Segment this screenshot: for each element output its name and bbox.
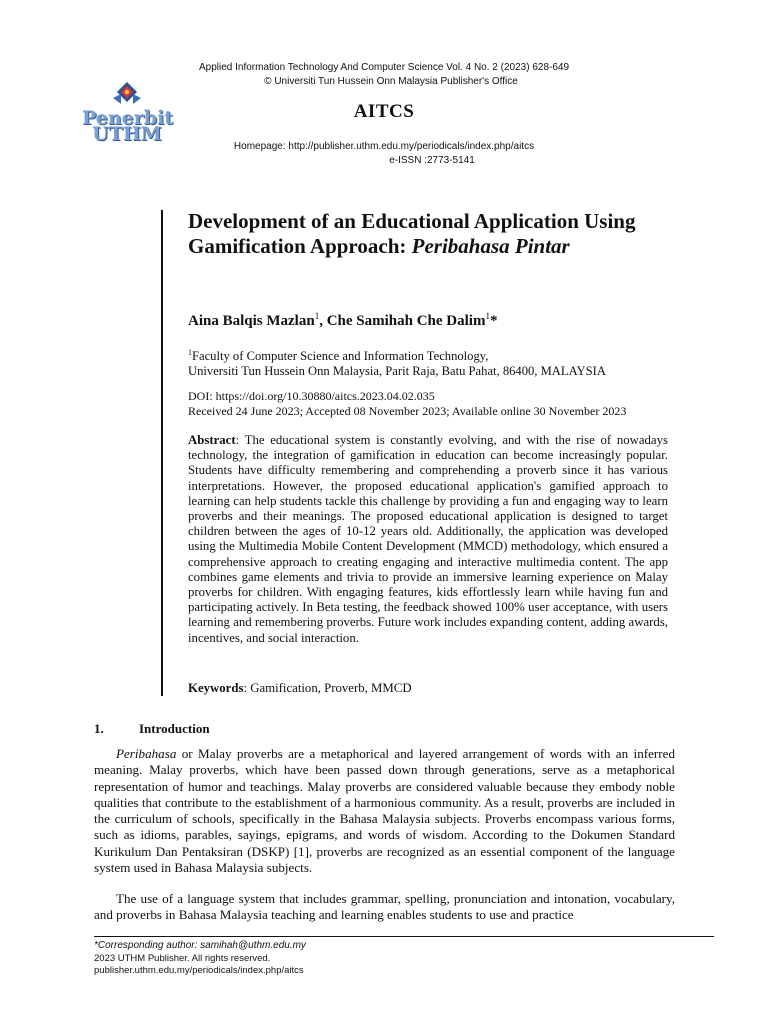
- journal-copyright: © Universiti Tun Hussein Onn Malaysia Publisher's Office: [264, 76, 518, 87]
- publisher-logo-text: Penerbit UTHM: [82, 107, 174, 145]
- author-name: Che Samihah Che Dalim: [326, 313, 486, 329]
- paper-title: [188, 209, 648, 259]
- body-paragraph: [94, 746, 675, 876]
- journal-name: AITCS: [353, 101, 415, 122]
- doi-link[interactable]: DOI: https://doi.org/10.30880/aitcs.2023.04.02.035: [188, 389, 435, 403]
- body-paragraph: [94, 891, 675, 924]
- journal-citation: Applied Information Technology And Computer Science Vol. 4 No. 2 (2023) 628-649: [198, 62, 570, 73]
- section-number: 1.: [94, 721, 104, 736]
- journal-homepage-block: [0, 140, 768, 168]
- affiliation-faculty: Faculty of Computer Science and Information Technology,: [192, 349, 489, 364]
- affiliation: [188, 345, 606, 379]
- paper-title-main: Development of an Educational Application Using Gamification Approach:: [188, 209, 636, 258]
- footer-rights: 2023 UTHM Publisher. All rights reserved.: [94, 952, 271, 964]
- author-list: [188, 311, 497, 330]
- keywords-label: Keywords: [188, 681, 244, 695]
- body-paragraph-text: or Malay proverbs are a metaphorical and layered arrangement of words with an inferred meaning. Malay proverbs, which have been passed down through generations, serve as a metaphorical representation of humor and teachings. Malay proverbs are considered valuable because they embody noble qualities that contribute to the establishment of a harmonious community. As a result, proverbs are included in the curriculum of schools, specifically in the Bahasa Malaysia subjects. Proverbs encompass various forms, such as idioms, parables, sayings, epigrams, and words of wisdom. According to the Dokumen Standard Kurikulum Dan Pentaksiran (DSKP) [1], proverbs are recognized as an essential component of the language system used in Bahasa Malaysia subjects.: [94, 746, 675, 876]
- affiliation-number: 1: [188, 348, 192, 357]
- section-title: Introduction: [139, 721, 210, 736]
- abstract-label: Abstract: [188, 433, 236, 447]
- author-affiliation-mark: 1: [314, 311, 320, 321]
- corresponding-mark: *: [489, 313, 498, 329]
- body-italic-term: Peribahasa: [116, 746, 177, 761]
- article-dates: Received 24 June 2023; Accepted 08 November 2023; Available online 30 November 2023: [188, 403, 627, 418]
- author-separator: ,: [319, 313, 327, 329]
- journal-homepage[interactable]: Homepage: http://publisher.uthm.edu.my/periodicals/index.php/aitcs: [233, 141, 535, 152]
- paper-title-italic: Peribahasa Pintar: [411, 234, 570, 258]
- article-info: [188, 389, 626, 418]
- body-paragraph-text: The use of a language system that includes grammar, spelling, pronunciation and intonation, vocabulary, and proverbs in Bahasa Malaysia teaching and learning enables students to use and practice: [94, 891, 675, 923]
- footer-rule: [94, 936, 714, 937]
- keywords: [188, 681, 412, 696]
- affiliation-address: Universiti Tun Hussein Onn Malaysia, Parit Raja, Batu Pahat, 86400, MALAYSIA: [188, 364, 606, 379]
- keywords-text: : Gamification, Proverb, MMCD: [243, 681, 412, 695]
- footer-site[interactable]: publisher.uthm.edu.my/periodicals/index.php/aitcs: [94, 965, 304, 976]
- page-footer: [94, 940, 306, 978]
- corresponding-author: *Corresponding author: samihah@uthm.edu.my: [94, 940, 306, 951]
- journal-eissn: e-ISSN :2773-5141: [389, 155, 475, 166]
- abstract-vertical-rule: [161, 210, 163, 696]
- abstract-text: : The educational system is constantly evolving, and with the rise of nowadays technology, the integration of gamification in education can become increasingly popular. Students have difficulty remembering and comprehending a proverb since it has various interpretations. However, the proposed educational application's gamified approach to learning can help students tackle this challenge by providing a fun and engaging way to learn proverbs and their meanings. The proposed educational application is designed to target children between the ages of 10-12 years old. Additionally, the application was developed using the Multimedia Mobile Content Development (MMCD) methodology, which ensured a comprehensive approach to creating engaging and interactive multimedia content. The app combines game elements and trivia to provide an immersive learning experience on Malay proverbs for children. With engaging features, kids effortlessly learn while having fun and participating actively. In Beta testing, the feedback showed 100% user acceptance, with users learning and remembering proverbs. Future work includes expanding content, adding awards, incentives, and social interaction.: [188, 433, 668, 645]
- author-affiliation-mark: 1: [485, 311, 490, 321]
- author-name: Aina Balqis Mazlan: [188, 313, 315, 329]
- abstract: [188, 433, 668, 646]
